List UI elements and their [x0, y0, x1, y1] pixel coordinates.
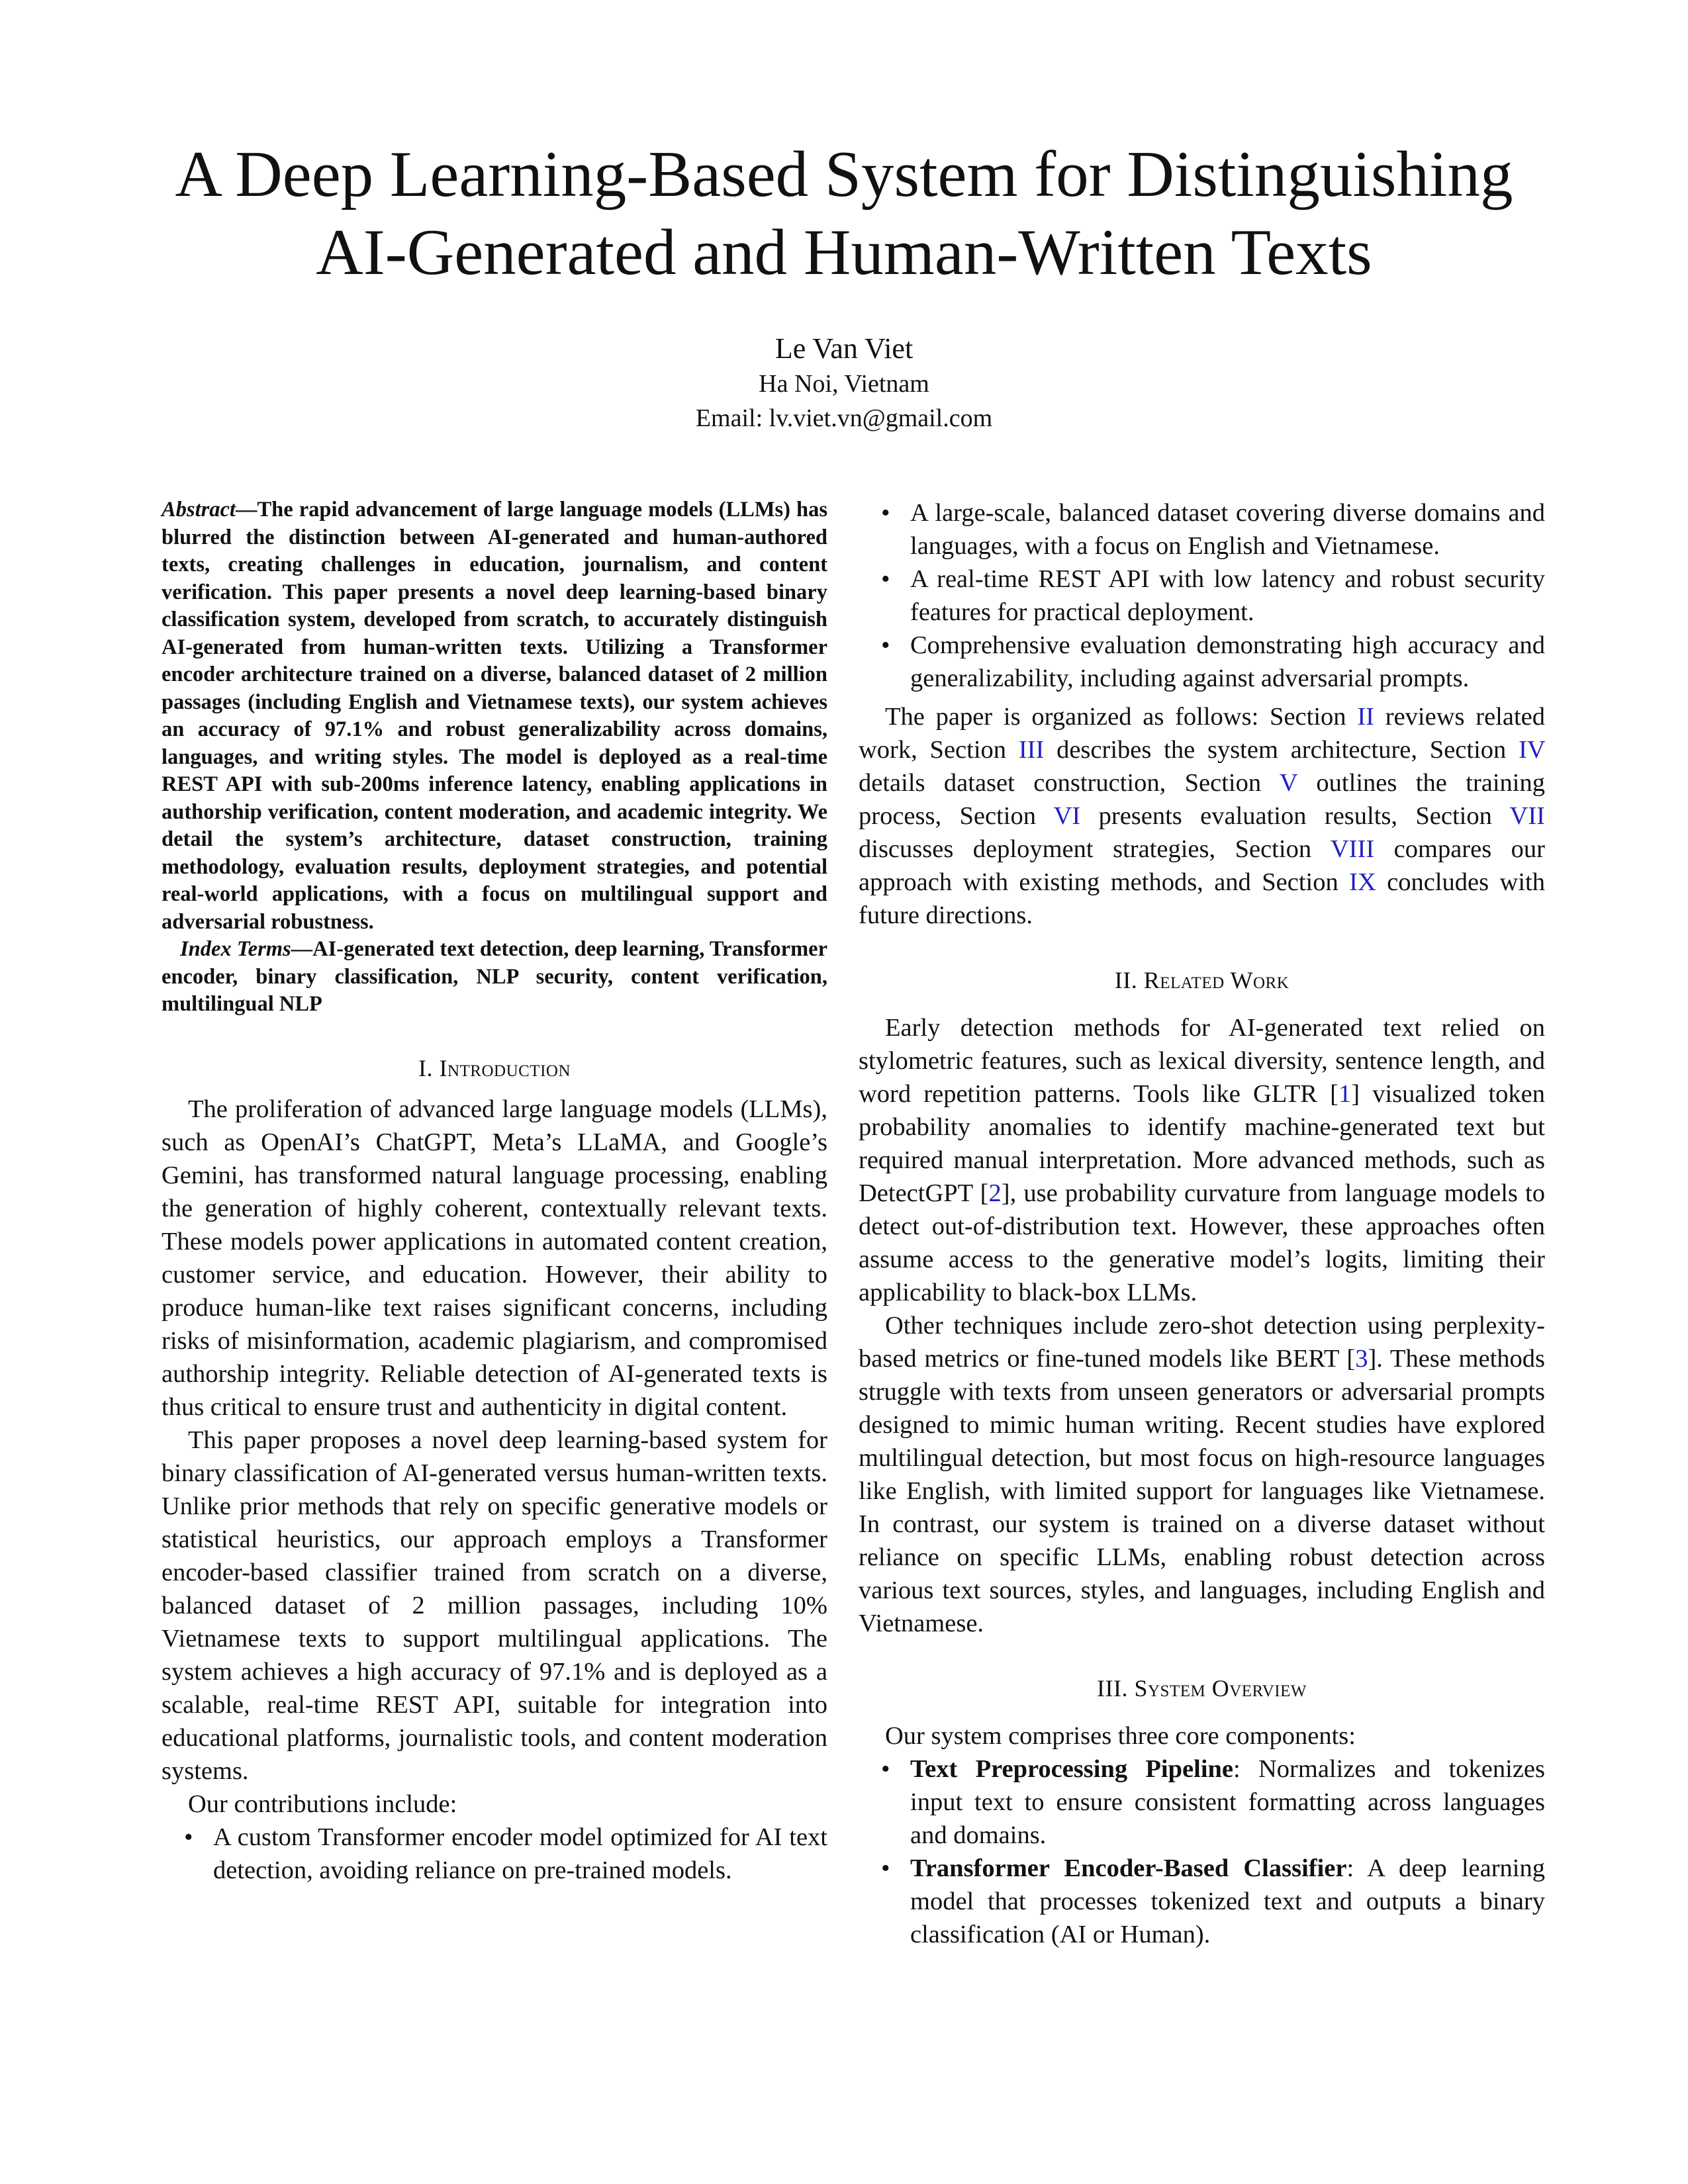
index-terms: [162, 936, 827, 1019]
index-terms-label: Index Terms: [180, 937, 291, 961]
text-run: describes the system architecture, Section: [1044, 736, 1519, 764]
citation-link[interactable]: 1: [1338, 1080, 1352, 1108]
citation-link[interactable]: 2: [988, 1179, 1002, 1207]
related-paragraph-1: [859, 1011, 1545, 1309]
title-line: AI-Generated and Human-Written Texts: [316, 216, 1372, 289]
intro-paragraph-2: This paper proposes a novel deep learning-based system for binary classification of AI-generated versus human-written texts. Unlike prior methods that rely on specific generative models or statistical heuristics, our approach employs a Transformer encoder-based classifier trained from scratch on a diverse, balanced dataset of 2 million passages, including 10% Vietnamese texts to support multilingual applications. The system achieves a high accuracy of 97.1% and is deployed as a scalable, real-time REST API, suitable for integration into educational platforms, journalistic tools, and content moderation systems.: [162, 1426, 827, 1785]
index-terms-text: AI-generated text detection, deep learning, Transformer encoder, binary classification, NLP security, content verification, multilingual NLP: [162, 937, 827, 1016]
contributions-list: [162, 1821, 827, 1887]
author-name: Le Van Viet: [774, 332, 914, 365]
title-line: A Deep Learning-Based System for Distinguishing: [175, 138, 1513, 210]
paper-title: [99, 136, 1589, 292]
abstract-label: Abstract: [162, 498, 236, 522]
section-link[interactable]: III: [1018, 736, 1045, 764]
components-list: [859, 1752, 1545, 1951]
text-run: Early detection methods for AI-generated text relied on stylometric features, such as lexical diversity, sentence length, and word repetition patterns. Tools like GLTR [: [859, 1014, 1545, 1108]
organization-paragraph: [859, 700, 1545, 932]
text-run: compares our approach with existing methods, and Section: [859, 835, 1545, 896]
section-link[interactable]: II: [1357, 703, 1374, 731]
section-heading-introduction: I. Introduction: [418, 1054, 571, 1081]
section-link[interactable]: V: [1279, 769, 1297, 797]
text-run: concludes with future directions.: [859, 868, 1545, 929]
section-heading-system-overview: III. System Overview: [1097, 1675, 1307, 1702]
section-link[interactable]: IX: [1349, 868, 1376, 896]
text-run: outlines the training process, Section: [859, 769, 1545, 830]
component-desc: : Normalizes and tokenizes input text to ensure consistent formatting across languages and domains.: [910, 1755, 1546, 1849]
list-item: • A custom Transformer encoder model optimized for AI text detection, avoiding reliance on pre-trained models.: [162, 1821, 827, 1887]
author-affiliation: Ha Noi, Vietnam: [759, 370, 929, 398]
text-run: Other techniques include zero-shot detection using perplexity-based metrics or fine-tuned models like BERT [: [859, 1312, 1545, 1373]
contributions-list-continued: [859, 496, 1545, 695]
abstract-paragraph: [162, 496, 827, 936]
text-run: reviews related work, Section: [859, 703, 1545, 764]
system-intro: Our system comprises three core components:: [885, 1722, 1356, 1750]
list-item: • A real-time REST API with low latency and robust security features for practical deployment.: [859, 563, 1545, 629]
section-link[interactable]: VIII: [1330, 835, 1375, 863]
text-run: discusses deployment strategies, Section: [859, 835, 1331, 863]
section-link[interactable]: IV: [1519, 736, 1545, 764]
section-heading-related-work: II. Related Work: [1114, 967, 1289, 993]
abstract-text: The rapid advancement of large language models (LLMs) has blurred the distinction between AI-generated and human-authored texts, creating challenges in education, journalism, and content verification. This paper presents a novel deep learning-based binary classification system, developed from scratch, to accurately distinguish AI-generated from human-written texts. Utilizing a Transformer encoder architecture trained on a diverse, balanced dataset of 2 million passages (including English and Vietnamese texts), our system achieves an accuracy of 97.1% and robust generalizability across domains, languages, and writing styles. The model is deployed as a real-time REST API with sub-200ms inference latency, enabling applications in authorship verification, content moderation, and academic integrity. We detail the system’s architecture, dataset construction, training methodology, evaluation results, deployment strategies, and potential real-world applications, with a focus on multilingual support and adversarial robustness.: [162, 498, 827, 934]
author-email: Email: lv.viet.vn@gmail.com: [695, 404, 993, 432]
section-link[interactable]: VI: [1053, 802, 1081, 830]
list-item: [859, 1852, 1545, 1951]
list-item: • Comprehensive evaluation demonstrating high accuracy and generalizability, including against adversarial prompts.: [859, 629, 1545, 695]
component-name: Transformer Encoder-Based Classifier: [910, 1854, 1347, 1882]
component-desc: : A deep learning model that processes tokenized text and outputs a binary classification (AI or Human).: [910, 1854, 1545, 1948]
abstract-dash: —: [235, 498, 258, 522]
related-paragraph-2: [859, 1309, 1545, 1640]
right-column: [859, 496, 1545, 1951]
list-item: • A large-scale, balanced dataset covering diverse domains and languages, with a focus on English and Vietnamese.: [859, 496, 1545, 563]
text-run: ], use probability curvature from language models to detect out-of-distribution text. However, these approaches often assume access to the generative model’s logits, limiting their applicability to black-box LLMs.: [859, 1179, 1545, 1306]
citation-link[interactable]: 3: [1355, 1345, 1368, 1373]
section-link[interactable]: VII: [1509, 802, 1545, 830]
text-run: presents evaluation results, Section: [1080, 802, 1510, 830]
author-block: [397, 331, 1291, 435]
left-column: [162, 496, 827, 1887]
text-run: ]. These methods struggle with texts from unseen generators or adversarial prompts designed to mimic human writing. Recent studies have explored multilingual detection, but most focus on high-resource languages like English, with limited support for languages like Vietnamese. In contrast, our system is trained on a diverse dataset without reliance on specific LLMs, enabling robust detection across various text sources, styles, and languages, including English and Vietnamese.: [859, 1345, 1545, 1637]
list-item: [859, 1752, 1545, 1852]
component-name: Text Preprocessing Pipeline: [910, 1755, 1234, 1783]
index-terms-dash: —: [291, 937, 313, 961]
text-run: ] visualized token probability anomalies to identify machine-generated text but required manual interpretation. More advanced methods, such as DetectGPT [: [859, 1080, 1545, 1207]
intro-paragraph-3: Our contributions include:: [188, 1790, 457, 1818]
abstract: [162, 496, 827, 1019]
text-run: details dataset construction, Section: [859, 769, 1280, 797]
text-run: The paper is organized as follows: Section: [885, 703, 1358, 731]
intro-paragraph-1: The proliferation of advanced large language models (LLMs), such as OpenAI’s ChatGPT, Meta’s LLaMA, and Google’s Gemini, has transformed natural language processing, enabling the generation of highly coherent, contextually relevant texts. These models power applications in automated content creation, customer service, and education. However, their ability to produce human-like text raises significant concerns, including risks of misinformation, academic plagiarism, and compromised authorship integrity. Reliable detection of AI-generated texts is thus critical to ensure trust and authenticity in digital content.: [162, 1095, 827, 1421]
